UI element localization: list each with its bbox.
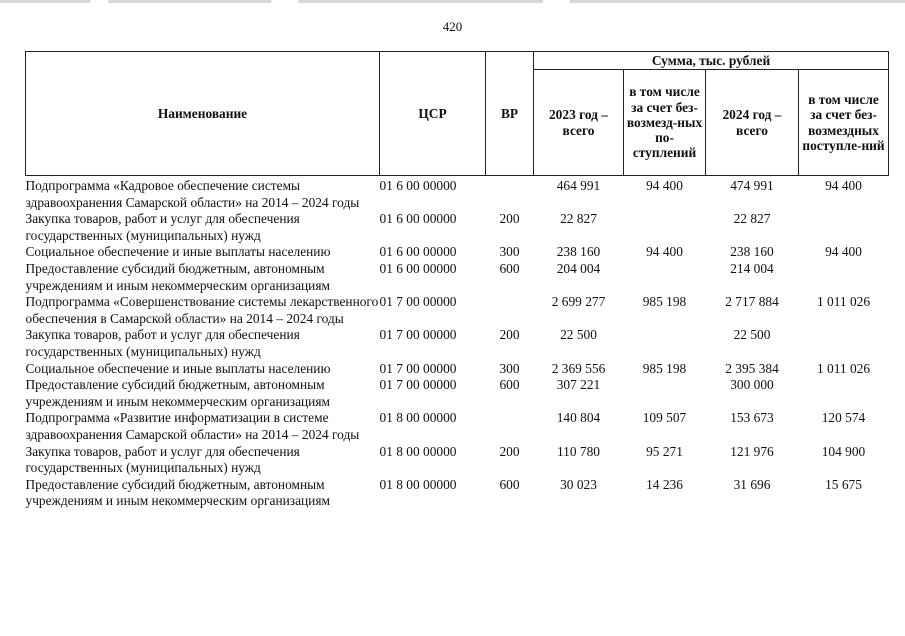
cell-2024-total: 214 004 [730,260,774,276]
cell-2024-grants: 94 400 [825,178,862,193]
cell-2023-total: 2 369 556 [551,360,606,376]
table-row [26,410,889,443]
table-row [26,244,889,261]
cell-2024-grants [799,327,889,360]
cell-2023-total: 30 023 [560,476,597,492]
header-2023-grants: в том числе за счет без-возмезд-ных по-ступлений [624,70,706,176]
table-header [26,52,889,176]
header-csr: ЦСР [380,52,486,176]
cell-2023-total: 307 221 [556,377,601,393]
cell-2023-grants: 985 198 [642,294,687,310]
cell-2024-grants: 120 574 [821,410,866,426]
cell-csr: 01 6 00 00000 [379,178,457,193]
cell-vr: 600 [499,377,520,393]
scan-top-edge [0,0,905,3]
cell-csr: 01 7 00 00000 [379,360,457,376]
table-row [26,327,889,360]
cell-name: Подпрограмма «Совершенствование системы лекарственного обеспечения в Самарской области» на 2014 – 2024 годы [25,294,379,326]
cell-name: Предоставление субсидий бюджетным, автономным учреждениям и иным некоммерческим организациям [25,377,330,409]
cell-2023-total: 22 827 [560,211,597,227]
cell-vr [486,294,534,327]
cell-2023-grants: 985 198 [642,360,687,376]
cell-csr: 01 6 00 00000 [379,260,457,276]
cell-vr: 300 [499,360,520,376]
cell-2023-grants: 95 271 [646,443,683,459]
cell-2023-grants: 94 400 [646,178,683,193]
cell-2024-total: 22 500 [733,327,771,343]
cell-vr: 300 [499,244,520,260]
cell-2023-grants [624,261,706,294]
page-number: 420 [442,19,463,34]
cell-name: Социальное обеспечение и иные выплаты населению [25,360,331,376]
cell-2024-grants: 1 011 026 [816,294,871,310]
cell-name: Подпрограмма «Развитие информатизации в системе здравоохранения Самарской области» на 2014 – 2024 годы [25,410,360,442]
cell-2023-total: 22 500 [560,327,597,343]
cell-2024-grants: 1 011 026 [816,360,871,376]
cell-2023-grants [624,211,706,244]
header-2023-total: 2023 год – всего [534,70,624,176]
cell-2024-grants: 94 400 [825,244,862,260]
cell-2023-total: 2 699 277 [551,294,606,310]
cell-2024-total: 474 991 [730,178,774,193]
cell-vr: 600 [499,476,520,492]
cell-2024-grants: 104 900 [821,443,866,459]
cell-vr: 600 [499,260,520,276]
table-row [26,444,889,477]
cell-2024-total: 238 160 [730,244,774,260]
cell-2024-total: 300 000 [730,377,774,393]
cell-vr: 200 [499,211,520,227]
cell-name: Закупка товаров, работ и услуг для обеспечения государственных (муниципальных) нужд [25,211,300,243]
cell-2023-grants [624,327,706,360]
cell-2024-total: 31 696 [733,476,771,492]
cell-csr: 01 8 00 00000 [379,410,457,426]
cell-2023-grants: 94 400 [646,244,683,260]
cell-2024-grants [799,261,889,294]
table-row [26,176,889,212]
cell-2023-total: 140 804 [556,410,601,426]
cell-2024-total: 22 827 [733,211,771,227]
cell-2024-grants: 15 675 [825,476,862,492]
cell-csr: 01 8 00 00000 [379,476,457,492]
cell-2023-total: 238 160 [556,244,601,260]
table-row [26,377,889,410]
cell-2024-total: 121 976 [730,443,774,459]
cell-2023-total: 110 780 [556,443,601,459]
cell-vr: 200 [499,327,520,343]
header-sum-group: Сумма, тыс. рублей [534,52,889,70]
cell-2024-total: 153 673 [730,410,774,426]
cell-vr [486,410,534,443]
cell-2023-grants: 14 236 [646,476,683,492]
table-row [26,211,889,244]
cell-2024-total: 2 395 384 [725,360,779,376]
table-row [26,361,889,378]
cell-csr: 01 6 00 00000 [379,211,457,227]
cell-name: Закупка товаров, работ и услуг для обеспечения государственных (муниципальных) нужд [25,327,300,359]
header-name: Наименование [26,52,380,176]
budget-table [25,51,889,510]
cell-2024-total: 2 717 884 [725,294,779,310]
table-body [26,176,889,510]
cell-csr: 01 6 00 00000 [379,244,457,260]
cell-vr: 200 [499,443,520,459]
cell-2023-grants: 109 507 [642,410,687,426]
cell-csr: 01 8 00 00000 [379,443,457,459]
cell-2024-grants [799,211,889,244]
cell-2024-grants [799,377,889,410]
table-row [26,477,889,510]
cell-name: Подпрограмма «Кадровое обеспечение системы здравоохранения Самарской области» на 2014 – 2024 годы [25,178,360,210]
cell-name: Социальное обеспечение и иные выплаты населению [25,244,331,260]
cell-2023-total: 464 991 [556,178,601,193]
cell-name: Закупка товаров, работ и услуг для обеспечения государственных (муниципальных) нужд [25,443,300,476]
cell-csr: 01 7 00 00000 [379,377,457,393]
cell-name: Предоставление субсидий бюджетным, автономным учреждениям и иным некоммерческим организациям [25,476,330,509]
cell-csr: 01 7 00 00000 [379,327,457,343]
cell-vr [486,176,534,212]
cell-csr: 01 7 00 00000 [379,294,457,310]
cell-2023-total: 204 004 [556,260,601,276]
header-2024-total: 2024 год – всего [706,70,799,176]
table-row [26,294,889,327]
table-row [26,261,889,294]
header-2024-grants: в том числе за счет без-возмездных поступле-ний [799,70,889,176]
cell-2023-grants [624,377,706,410]
header-vr: ВР [486,52,534,176]
cell-name: Предоставление субсидий бюджетным, автономным учреждениям и иным некоммерческим организациям [25,260,330,293]
